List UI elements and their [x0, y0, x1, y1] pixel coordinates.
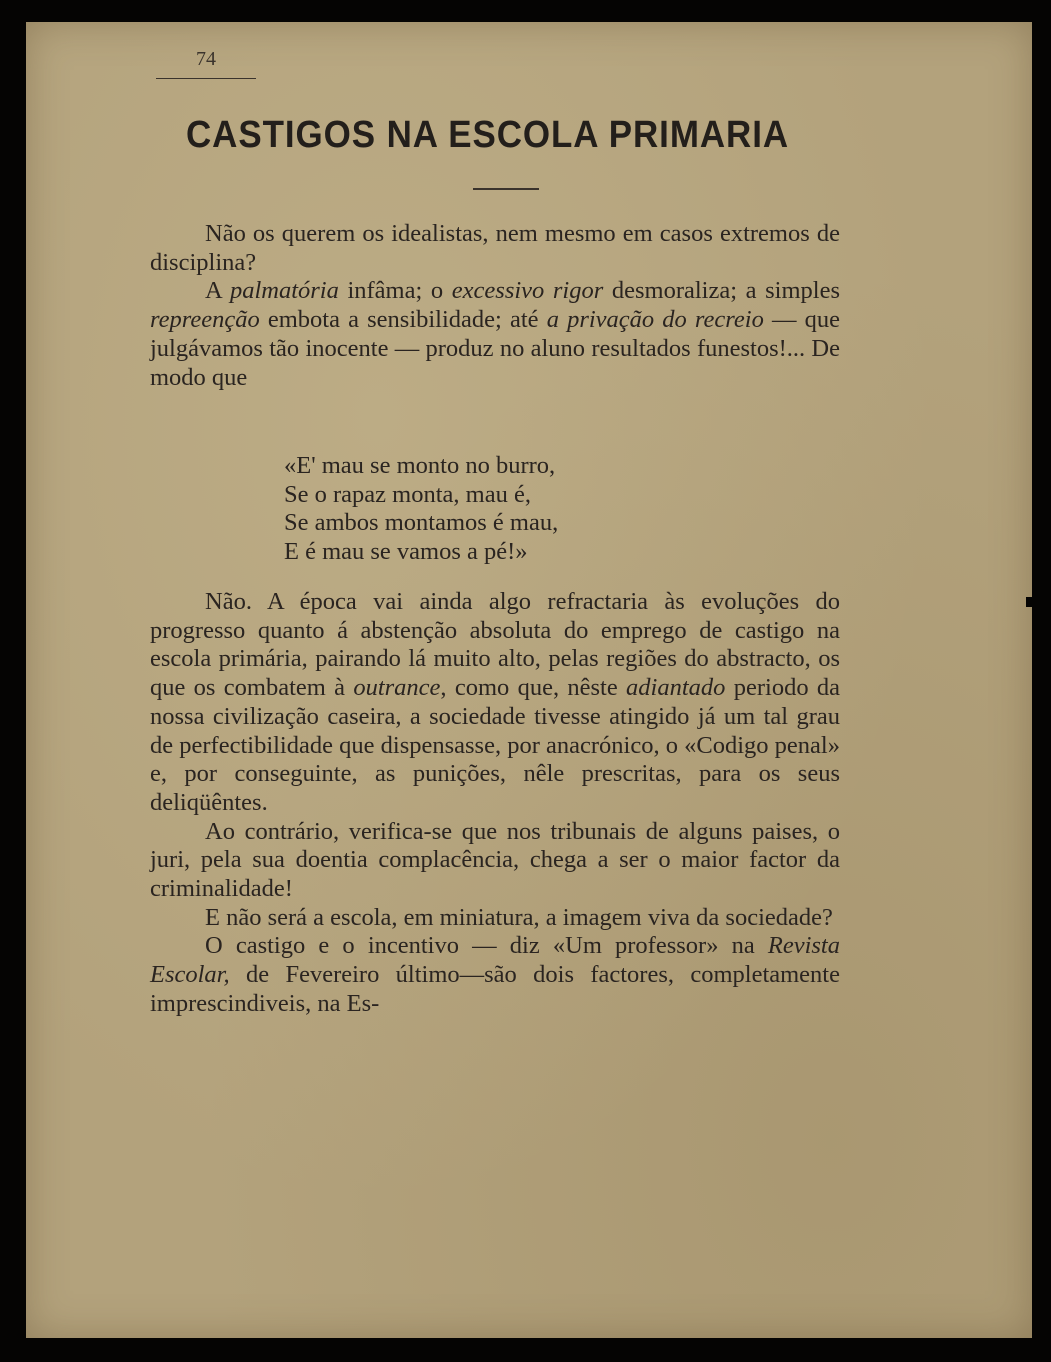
paragraph-1-sentence-2 — [150, 277, 840, 392]
italic-run: excessivo rigor — [451, 277, 604, 305]
text-run: Não. A época vai ainda algo refractaria às evoluções do progresso quanto á abstenção absoluta do emprego de castigo na escola primária, pairando lá muito alto, pelas regiões do abstracto, os que os combatem à — [150, 588, 840, 702]
italic-run: adiantado — [626, 674, 726, 702]
paragraph-5 — [150, 932, 840, 1018]
text-run: desmoraliza; a simples — [603, 277, 841, 305]
text-run: embota a sensibilidade; até — [259, 306, 547, 334]
page-tear — [1026, 597, 1051, 607]
text-run: — que julgávamos tão inocente — produz no aluno resultados funestos!... De modo que — [150, 306, 840, 391]
verse-line-4: E é mau se vamos a pé!» — [284, 538, 528, 566]
paragraph-1-block — [150, 220, 840, 392]
verse-line-1: «E' mau se monto no burro, — [284, 452, 556, 479]
page-number-rule — [156, 78, 256, 79]
verse-quote — [284, 452, 558, 567]
text-run: , como que, nêste — [440, 674, 627, 702]
italic-run: repreenção — [150, 306, 260, 334]
text-run: O castigo e o incentivo — diz «Um professor» na — [205, 932, 768, 960]
paragraph-1-sentence-1: Não os querem os idealistas, nem mesmo em casos extremos de disciplina? — [150, 220, 840, 276]
text-run: infâma; o — [338, 277, 452, 305]
text-run: de Fevereiro último—são dois factores, completamente imprescindiveis, na Es- — [150, 961, 840, 1017]
page-number: 74 — [196, 48, 216, 70]
document-page — [26, 22, 1032, 1338]
italic-run: a privação do recreio — [546, 306, 764, 334]
paragraph-3: Ao contrário, verifica-se que nos tribunais de alguns paises, o juri, pela sua doentia complacência, chega a ser o maior factor da criminalidade! — [150, 817, 840, 903]
verse-line-2: Se o rapaz monta, mau é, — [284, 480, 531, 508]
text-run: A — [205, 277, 230, 305]
paragraph-4: E não será a escola, em miniatura, a imagem viva da sociedade? — [205, 903, 833, 931]
main-body-block — [150, 588, 840, 1019]
italic-run: Revista Escolar, — [150, 932, 840, 989]
paragraph-2 — [150, 588, 840, 818]
verse-line-3: Se ambos montamos é mau, — [284, 509, 559, 537]
italic-run: palmatória — [229, 277, 339, 305]
italic-run: outrance — [353, 674, 441, 702]
article-title: CASTIGOS NA ESCOLA PRIMARIA — [186, 114, 790, 156]
title-divider — [473, 188, 539, 190]
text-run: periodo da nossa civilização caseira, a sociedade tivesse atingido já um tal grau de perfectibilidade que dispensasse, por anacrónico, o «Codigo penal» e, por conseguinte, as punições, nêle prescritas, para os seus deliqüêntes. — [150, 674, 841, 816]
